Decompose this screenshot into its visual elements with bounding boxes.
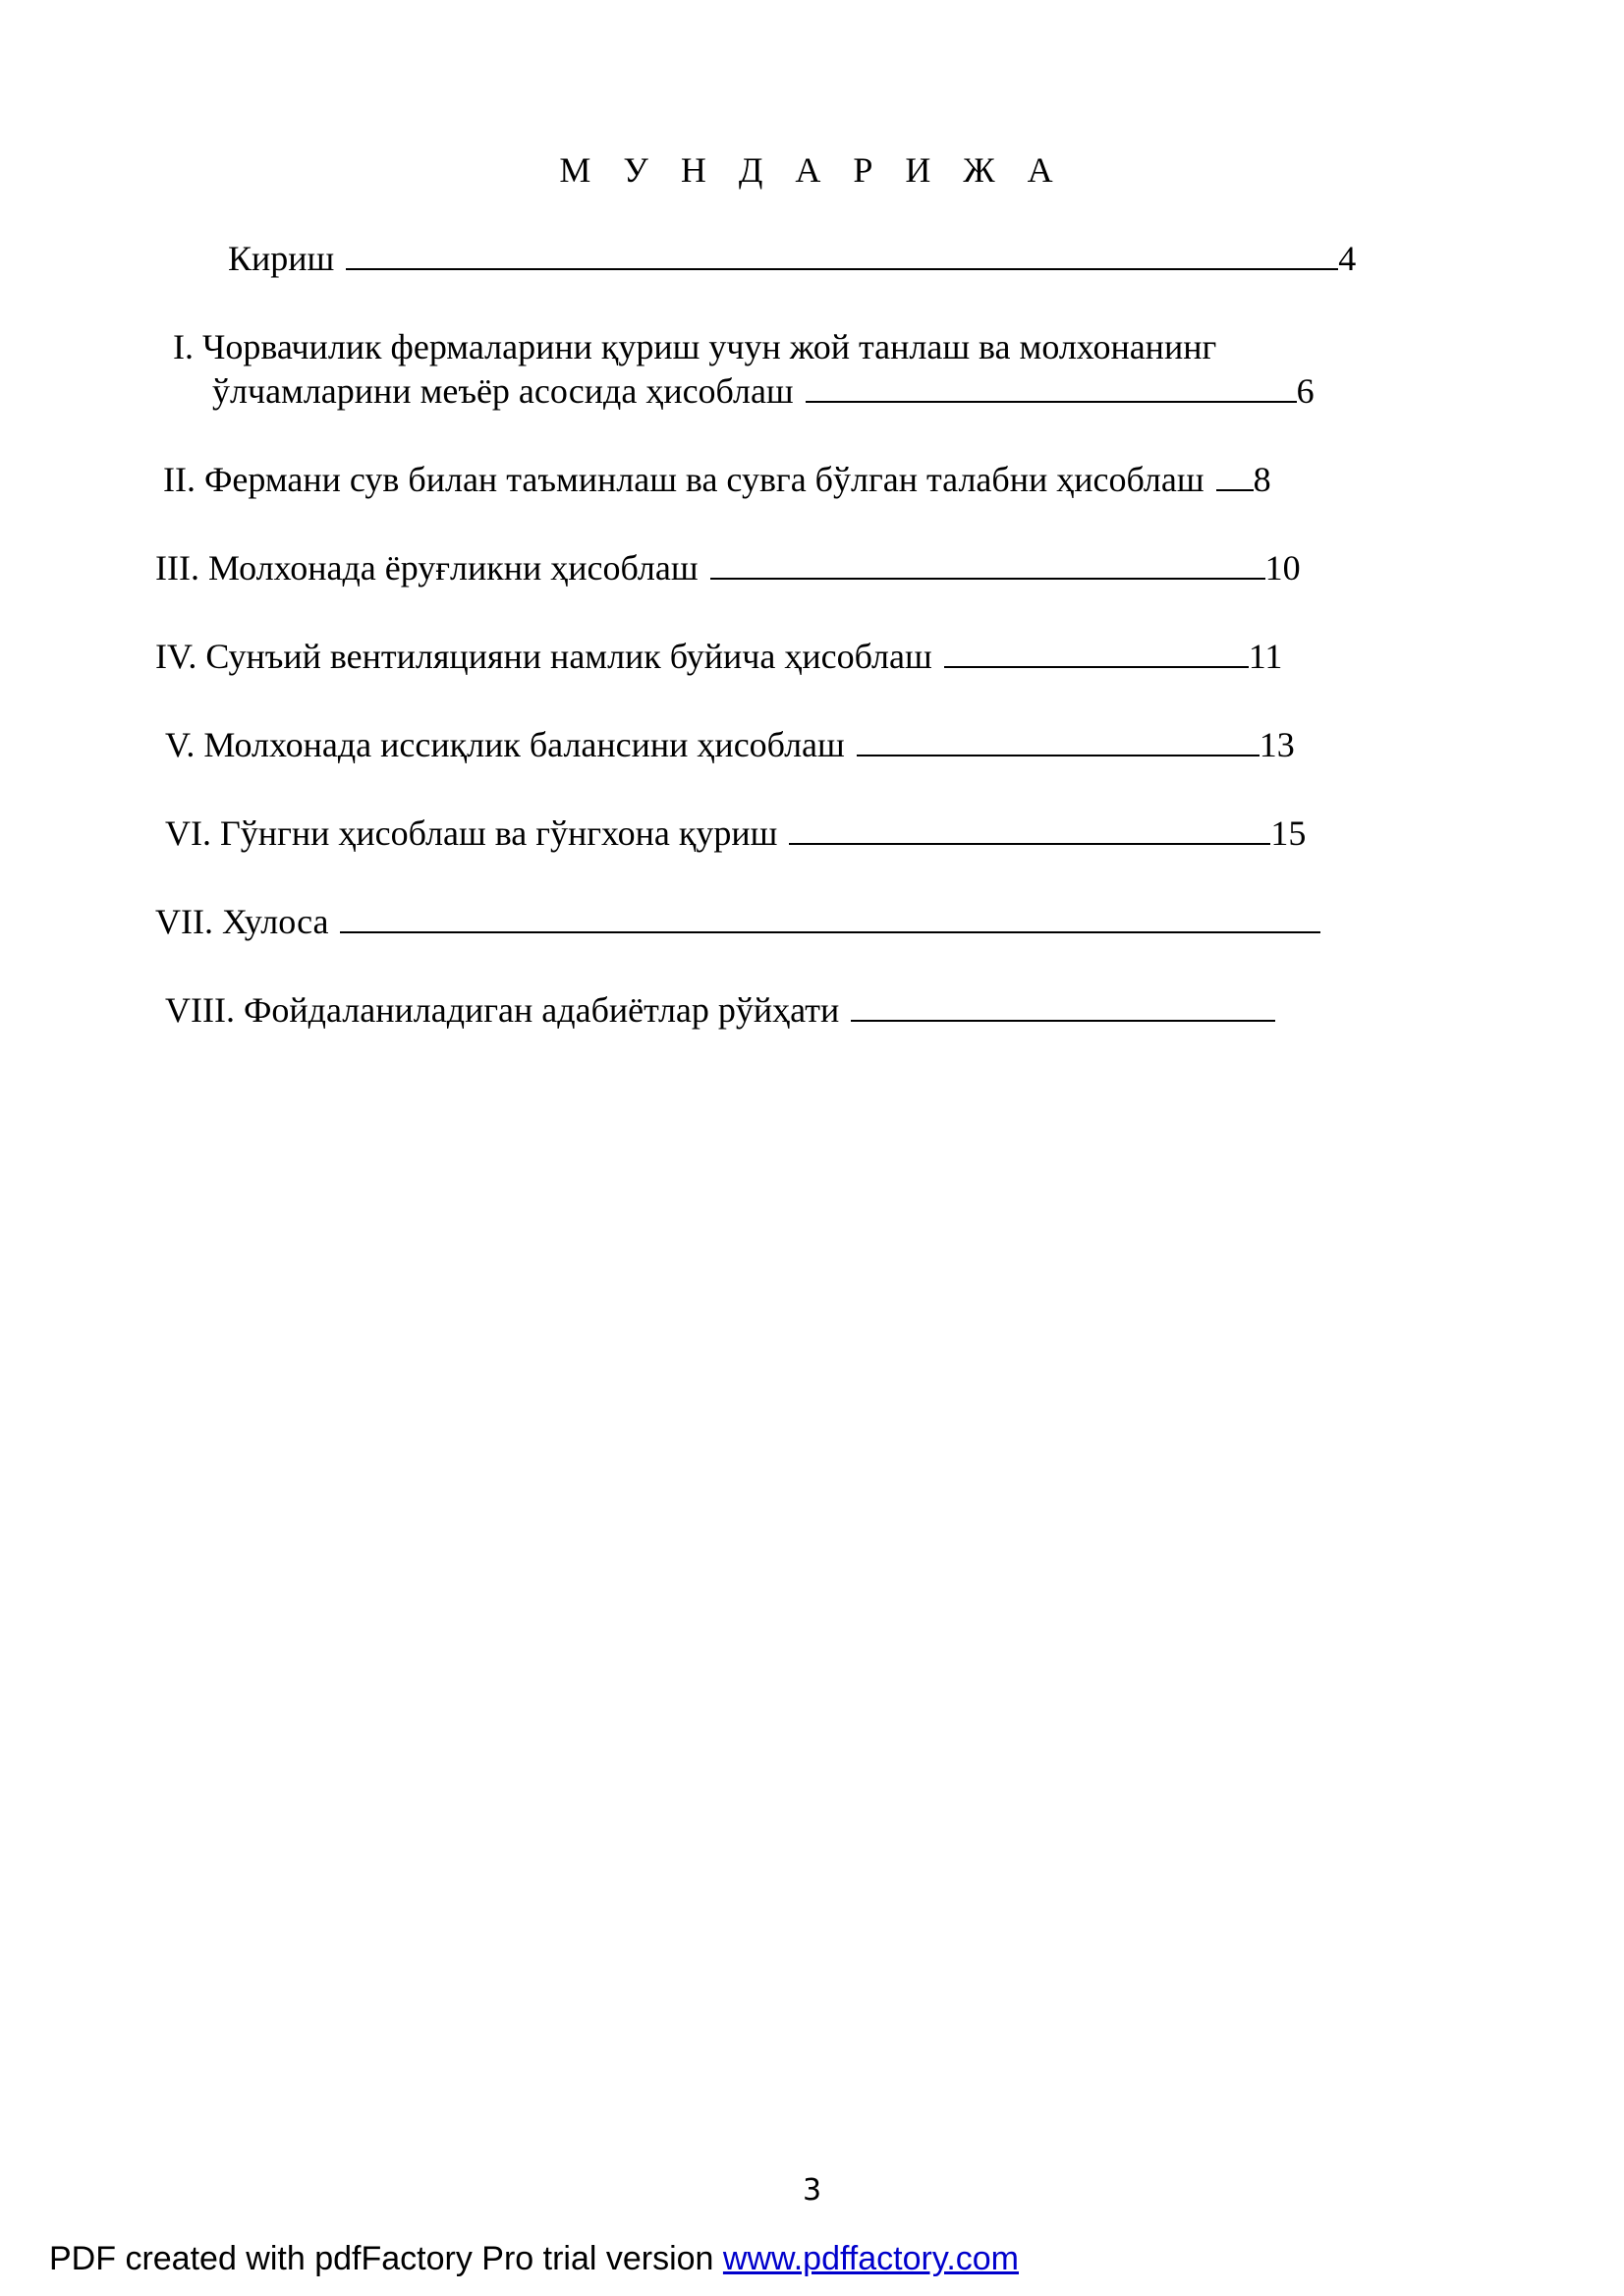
- toc-leader: [944, 666, 1249, 668]
- toc-leader: [789, 843, 1270, 845]
- toc-item-label: VIII. Фойдаланиладиган адабиётлар рўйҳати: [165, 990, 840, 1030]
- toc-item-label: VII. Хулоса: [155, 902, 329, 941]
- toc-leader: [857, 755, 1260, 756]
- toc-item-1-continued[interactable]: [212, 370, 1315, 412]
- pdffactory-link[interactable]: www.pdffactory.com: [722, 2240, 1019, 2277]
- toc-item-6[interactable]: [165, 812, 1306, 854]
- toc-item-2[interactable]: [163, 459, 1271, 500]
- toc-page-number: 11: [1248, 637, 1283, 676]
- toc-leader: [1216, 489, 1254, 491]
- toc-item-label: VI. Гўнгни ҳисоблаш ва гўнгхона қуриш: [165, 813, 778, 853]
- toc-page-number: 10: [1264, 548, 1301, 588]
- toc-item-3[interactable]: [155, 547, 1301, 588]
- toc-item-5[interactable]: [165, 724, 1295, 765]
- pdf-footer-note: [49, 2240, 1019, 2278]
- toc-item-label: IV. Сунъий вентиляцияни намлик буйича ҳисоблаш: [155, 637, 932, 676]
- toc-page-number: 8: [1253, 460, 1271, 499]
- toc-item-label-continued: ўлчамларини меъёр асосида ҳисоблаш: [212, 371, 794, 411]
- toc-item-label: V. Молхонада иссиқлик балансини ҳисоблаш: [165, 725, 845, 764]
- page-title: М У Н Д А Р И Ж А: [559, 150, 1065, 190]
- toc-item-label: I. Чорвачилик фермаларини қуриш учун жой танлаш ва молхонанинг: [173, 327, 1217, 366]
- toc-leader: [346, 268, 1338, 270]
- page-number: 3: [802, 2173, 822, 2208]
- toc-page-number: 6: [1296, 371, 1315, 411]
- toc-page-number: 4: [1338, 239, 1357, 278]
- toc-item-label: III. Молхонада ёруғликни ҳисоблаш: [155, 548, 699, 588]
- toc-item-1[interactable]: [173, 326, 1216, 367]
- toc-item-intro[interactable]: [228, 238, 1356, 279]
- toc-item-label: Кириш: [228, 239, 335, 278]
- toc-leader: [710, 578, 1265, 580]
- toc-leader: [340, 931, 1320, 933]
- toc-item-7[interactable]: [155, 901, 1320, 942]
- toc-item-label: II. Фермани сув билан таъминлаш ва сувга бўлган талабни ҳисоблаш: [163, 460, 1204, 499]
- toc-item-8[interactable]: [165, 989, 1275, 1031]
- toc-leader: [806, 401, 1297, 403]
- toc-page-number: 15: [1270, 813, 1307, 853]
- toc-page-number: 13: [1259, 725, 1295, 764]
- pdf-footer-text: PDF created with pdfFactory Pro trial version: [49, 2240, 723, 2277]
- toc-leader: [851, 1020, 1275, 1022]
- toc-item-4[interactable]: [155, 636, 1282, 677]
